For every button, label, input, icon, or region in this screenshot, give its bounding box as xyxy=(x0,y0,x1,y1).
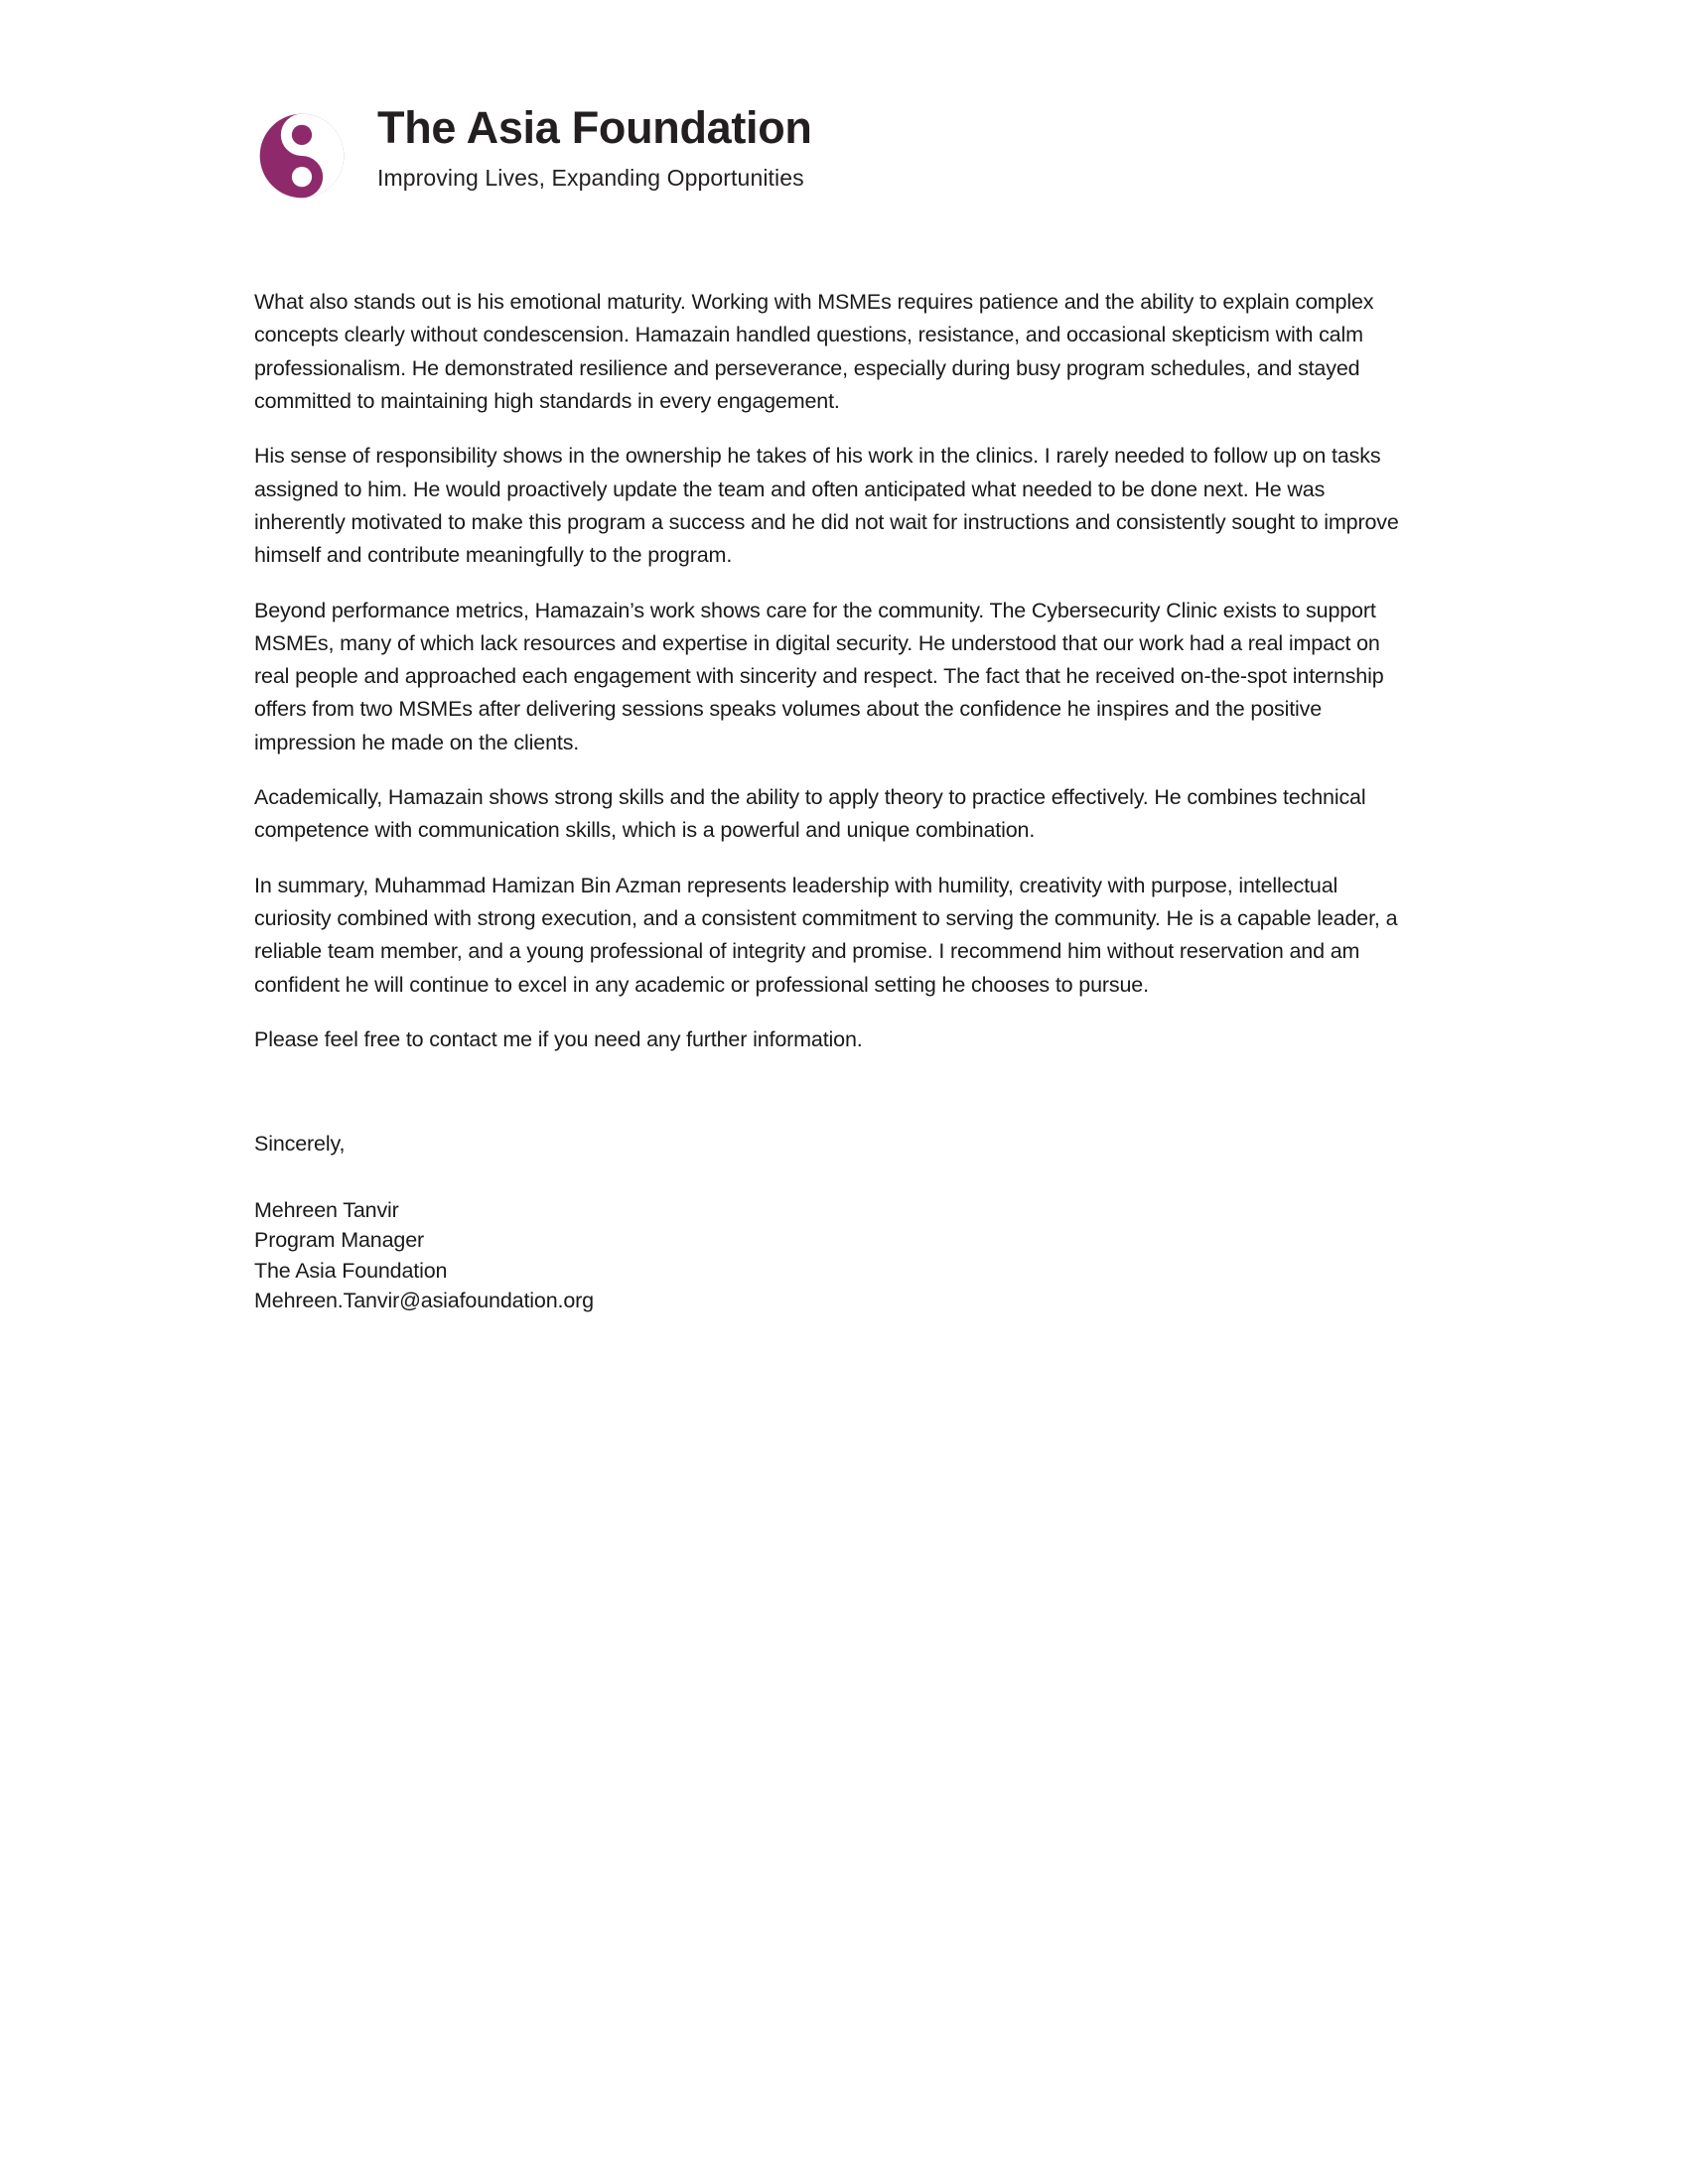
letterhead xyxy=(256,104,812,202)
paragraph: Academically, Hamazain shows strong skills and the ability to apply theory to practice effectively. He combines technical competence with communication skills, which is a powerful and unique combination. xyxy=(254,785,1366,843)
paragraph: His sense of responsibility shows in the ownership he takes of his work in the clinics. I rarely needed to follow up on tasks assigned to him. He would proactively update the team and often anticipated what needed to be done next. He was inherently motivated to make this program a success and he did not wait for instructions and consistently sought to improve himself and contribute meaningfully to the program. xyxy=(254,444,1399,568)
signoff: Sincerely, xyxy=(254,1132,346,1157)
closing-block xyxy=(254,1128,1410,1315)
organization-name: The Asia Foundation xyxy=(377,102,812,153)
letterhead-text xyxy=(377,104,812,192)
paragraph: Please feel free to contact me if you need any further information. xyxy=(254,1026,863,1051)
organization-tagline: Improving Lives, Expanding Opportunities xyxy=(377,165,804,192)
signer-name: Mehreen Tanvir xyxy=(254,1197,399,1222)
signature-block xyxy=(254,1195,1410,1316)
paragraph: What also stands out is his emotional maturity. Working with MSMEs requires patience and the ability to explain complex concepts clearly without condescension. Hamazain handled questions, resistance, and occasional skepticism with calm professionalism. He demonstrated resilience and perseverance, especially during busy program schedules, and stayed committed to maintaining high standards in every engagement. xyxy=(254,290,1374,413)
asia-foundation-logo-icon xyxy=(256,110,348,202)
signer-organization: The Asia Foundation xyxy=(254,1258,448,1283)
signer-title: Program Manager xyxy=(254,1228,425,1253)
paragraph: Beyond performance metrics, Hamazain’s work shows care for the community. The Cybersecurity Clinic exists to support MSMEs, many of which lack resources and expertise in digital security. He understood that our work had a real impact on real people and approached each engagement with sincerity and respect. The fact that he received on-the-spot internship offers from two MSMEs after delivering sessions speaks volumes about the confidence he inspires and the positive impression he made on the clients. xyxy=(254,598,1384,754)
signer-email: Mehreen.Tanvir@asiafoundation.org xyxy=(254,1289,594,1313)
letter-body xyxy=(254,286,1410,1316)
paragraph: In summary, Muhammad Hamizan Bin Azman represents leadership with humility, creativity with purpose, intellectual curiosity combined with strong execution, and a consistent commitment to serving the community. He is a capable leader, a reliable team member, and a young professional of integrity and promise. I recommend him without reservation and am confident he will continue to excel in any academic or professional setting he chooses to pursue. xyxy=(254,873,1398,997)
